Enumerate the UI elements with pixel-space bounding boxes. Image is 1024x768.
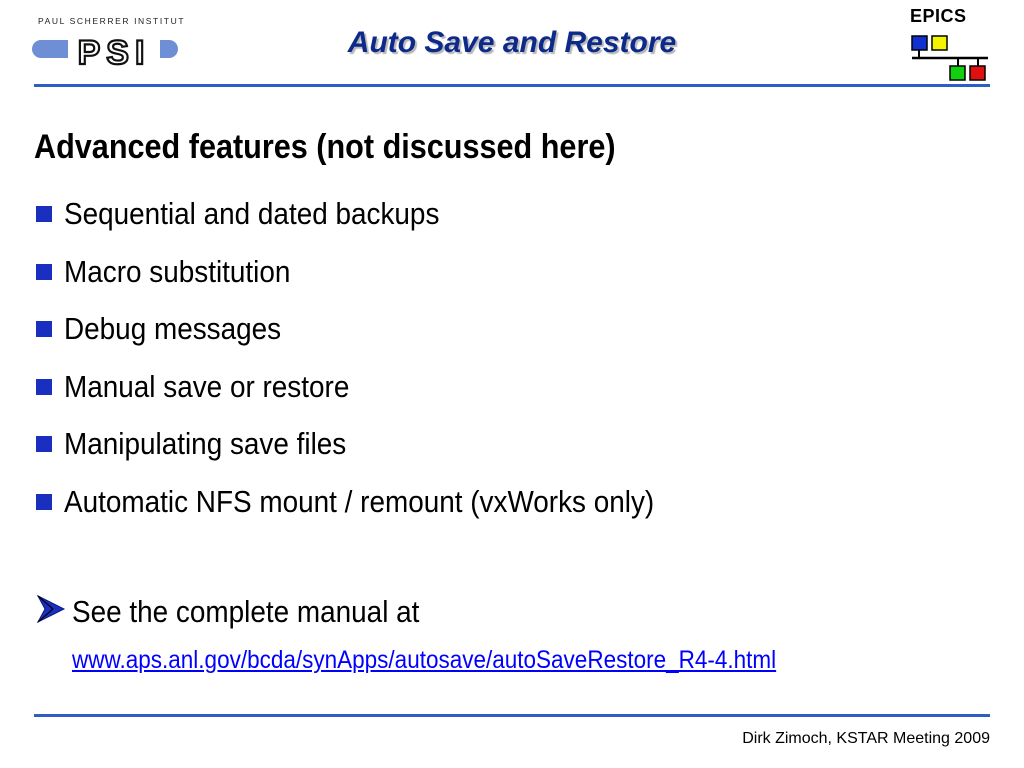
list-item bbox=[36, 196, 720, 254]
square-bullet-icon bbox=[36, 264, 52, 280]
feature-text: Macro substitution bbox=[64, 253, 291, 289]
feature-list bbox=[36, 196, 720, 541]
epics-green-square bbox=[950, 66, 965, 80]
arrow-bullet-icon bbox=[36, 592, 66, 626]
square-bullet-icon bbox=[36, 206, 52, 222]
feature-text: Automatic NFS mount / remount (vxWorks only) bbox=[64, 483, 655, 519]
psi-logo-caption: PAUL SCHERRER INSTITUT bbox=[38, 16, 186, 26]
psi-logo-text: PSI bbox=[77, 34, 151, 72]
feature-text: Manual save or restore bbox=[64, 368, 350, 404]
see-manual-text: See the complete manual at bbox=[72, 594, 420, 629]
epics-red-square bbox=[970, 66, 985, 80]
footer-credit: Dirk Zimoch, KSTAR Meeting 2009 bbox=[742, 730, 990, 747]
square-bullet-icon bbox=[36, 494, 52, 510]
feature-text: Manipulating save files bbox=[64, 426, 347, 461]
feature-text: Debug messages bbox=[64, 311, 282, 346]
epics-logo bbox=[908, 6, 992, 84]
list-item bbox=[36, 426, 720, 484]
epics-logo-text: EPICS bbox=[910, 6, 967, 26]
feature-text: Sequential and dated backups bbox=[64, 196, 440, 231]
epics-blue-square bbox=[912, 36, 927, 50]
square-bullet-icon bbox=[36, 321, 52, 337]
section-heading: Advanced features (not discussed here) bbox=[34, 128, 616, 166]
list-item bbox=[36, 311, 720, 369]
see-manual-row bbox=[36, 592, 458, 632]
footer-divider bbox=[34, 714, 990, 717]
header-divider bbox=[34, 84, 990, 87]
square-bullet-icon bbox=[36, 379, 52, 395]
list-item bbox=[36, 369, 720, 427]
list-item bbox=[36, 254, 720, 312]
manual-link[interactable]: www.aps.anl.gov/bcda/synApps/autosave/autoSaveRestore_R4-4.html bbox=[72, 646, 777, 674]
epics-yellow-square bbox=[932, 36, 947, 50]
slide-title: Auto Save and Restore bbox=[347, 26, 677, 59]
square-bullet-icon bbox=[36, 436, 52, 452]
list-item bbox=[36, 484, 720, 542]
